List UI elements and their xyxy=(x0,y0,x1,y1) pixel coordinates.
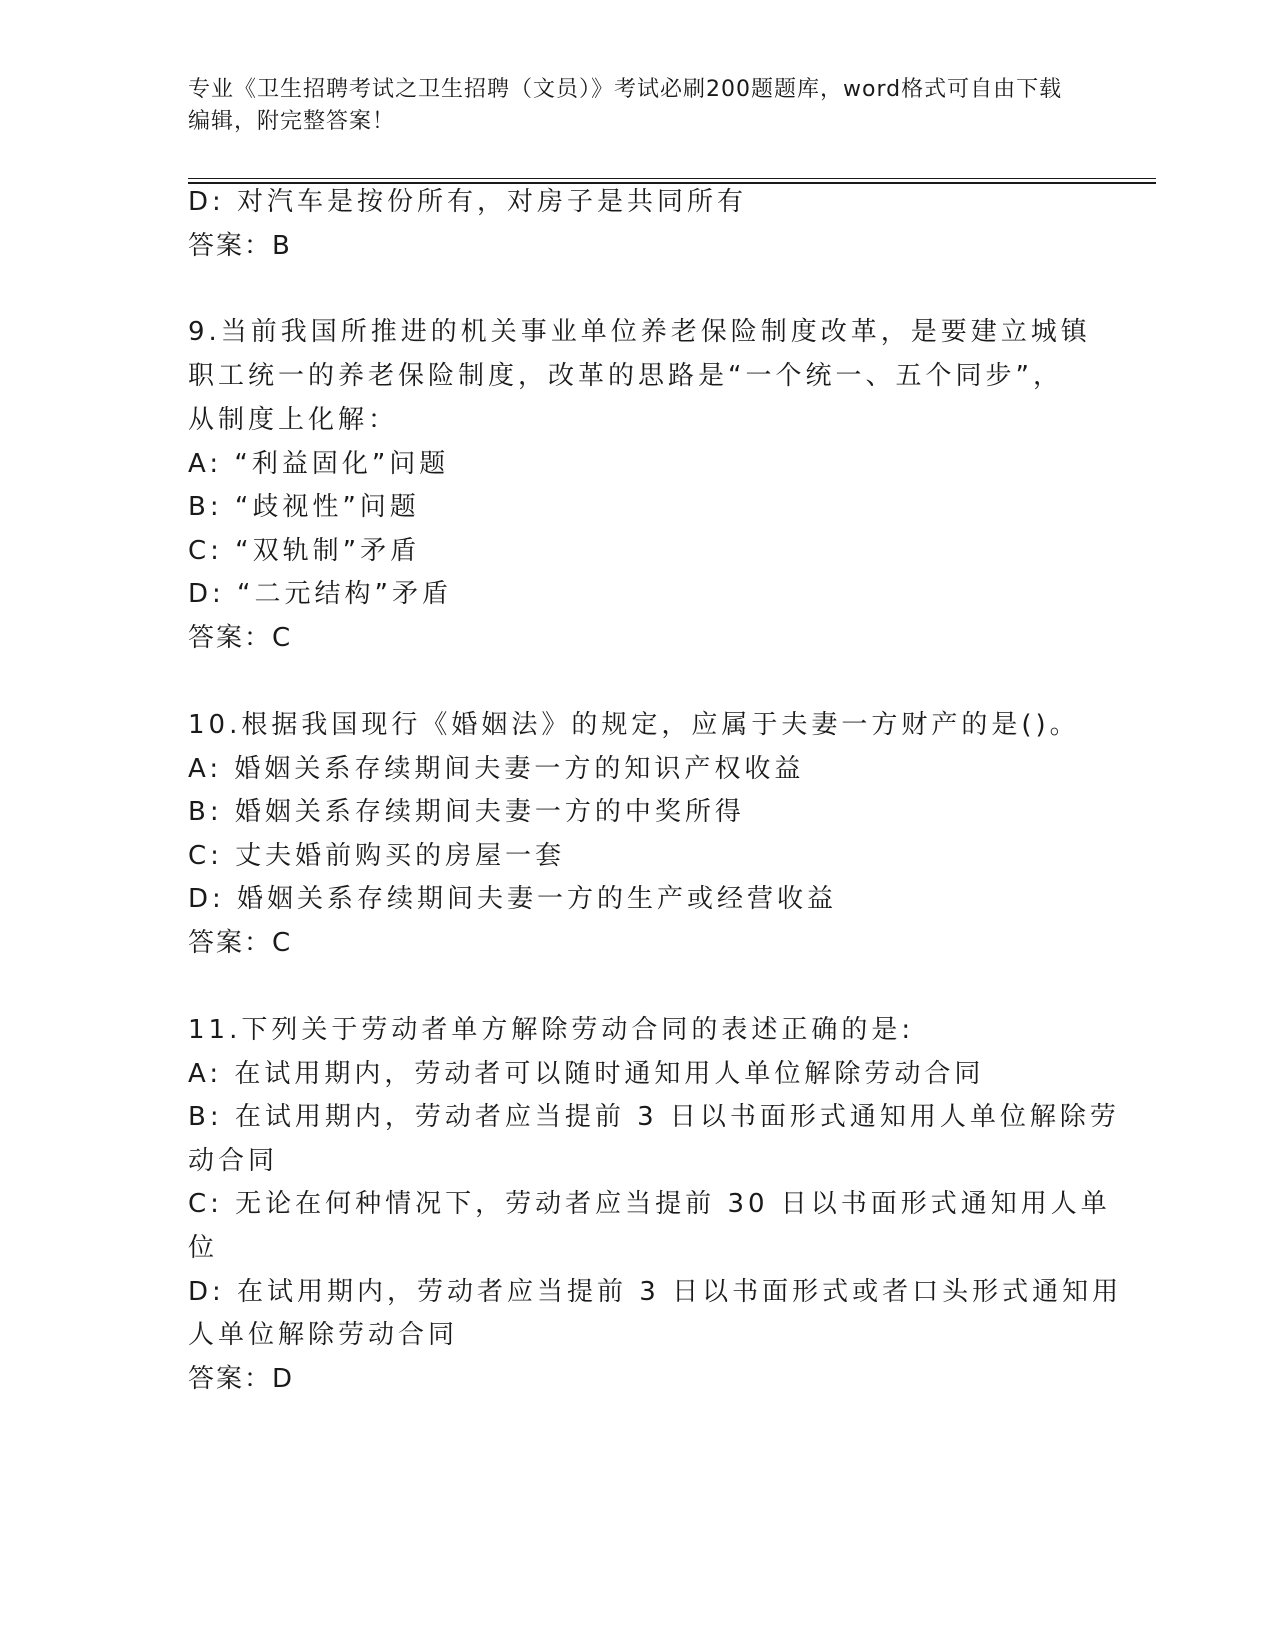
q10-stem: 10.根据我国现行《婚姻法》的规定，应属于夫妻一方财产的是()。 xyxy=(188,710,1080,740)
q11-option-b-line1: B: 在试用期内，劳动者应当提前 3 日以书面形式通知用人单位解除劳 xyxy=(188,1102,1120,1132)
q10-option-c: C: 丈夫婚前购买的房屋一套 xyxy=(188,841,566,871)
q9-stem-line3: 从制度上化解： xyxy=(188,405,399,435)
q11-option-c-line1: C: 无论在何种情况下，劳动者应当提前 30 日以书面形式通知用人单 xyxy=(188,1189,1111,1219)
page-header: 专业《卫生招聘考试之卫生招聘（文员）》考试必刷200题题库，word格式可自由下载编辑，附完整答案！ xyxy=(188,77,1063,134)
prev-option-d: D: 对汽车是按份所有，对房子是共同所有 xyxy=(188,187,748,217)
q9-option-b: B: “歧视性”问题 xyxy=(188,492,420,522)
q11-option-b-line2: 动合同 xyxy=(188,1146,279,1176)
header-divider-thick xyxy=(188,182,1156,184)
q11-stem: 11.下列关于劳动者单方解除劳动合同的表述正确的是: xyxy=(188,1015,915,1045)
q11-option-a: A: 在试用期内，劳动者可以随时通知用人单位解除劳动合同 xyxy=(188,1059,985,1089)
q10-answer: 答案：C xyxy=(188,928,293,958)
q9-stem-line2: 职工统一的养老保险制度，改革的思路是“一个统一、五个同步”， xyxy=(188,361,1063,391)
q11-option-d-line2: 人单位解除劳动合同 xyxy=(188,1320,459,1350)
q10-option-d: D: 婚姻关系存续期间夫妻一方的生产或经营收益 xyxy=(188,884,838,914)
q10-option-b: B: 婚姻关系存续期间夫妻一方的中奖所得 xyxy=(188,797,745,827)
header-divider-thin xyxy=(188,178,1156,179)
q9-option-a: A: “利益固化”问题 xyxy=(188,449,450,479)
q11-option-c-line2: 位 xyxy=(188,1233,219,1263)
q9-stem-line1: 9.当前我国所推进的机关事业单位养老保险制度改革，是要建立城镇 xyxy=(188,317,1091,347)
q9-answer: 答案：C xyxy=(188,623,293,653)
q11-option-d-line1: D: 在试用期内，劳动者应当提前 3 日以书面形式或者口头形式通知用 xyxy=(188,1277,1123,1307)
q9-option-d: D: “二元结构”矛盾 xyxy=(188,579,452,609)
q11-answer: 答案：D xyxy=(188,1364,295,1394)
prev-answer: 答案：B xyxy=(188,231,292,261)
q10-option-a: A: 婚姻关系存续期间夫妻一方的知识产权收益 xyxy=(188,754,805,784)
q9-option-c: C: “双轨制”矛盾 xyxy=(188,536,421,566)
